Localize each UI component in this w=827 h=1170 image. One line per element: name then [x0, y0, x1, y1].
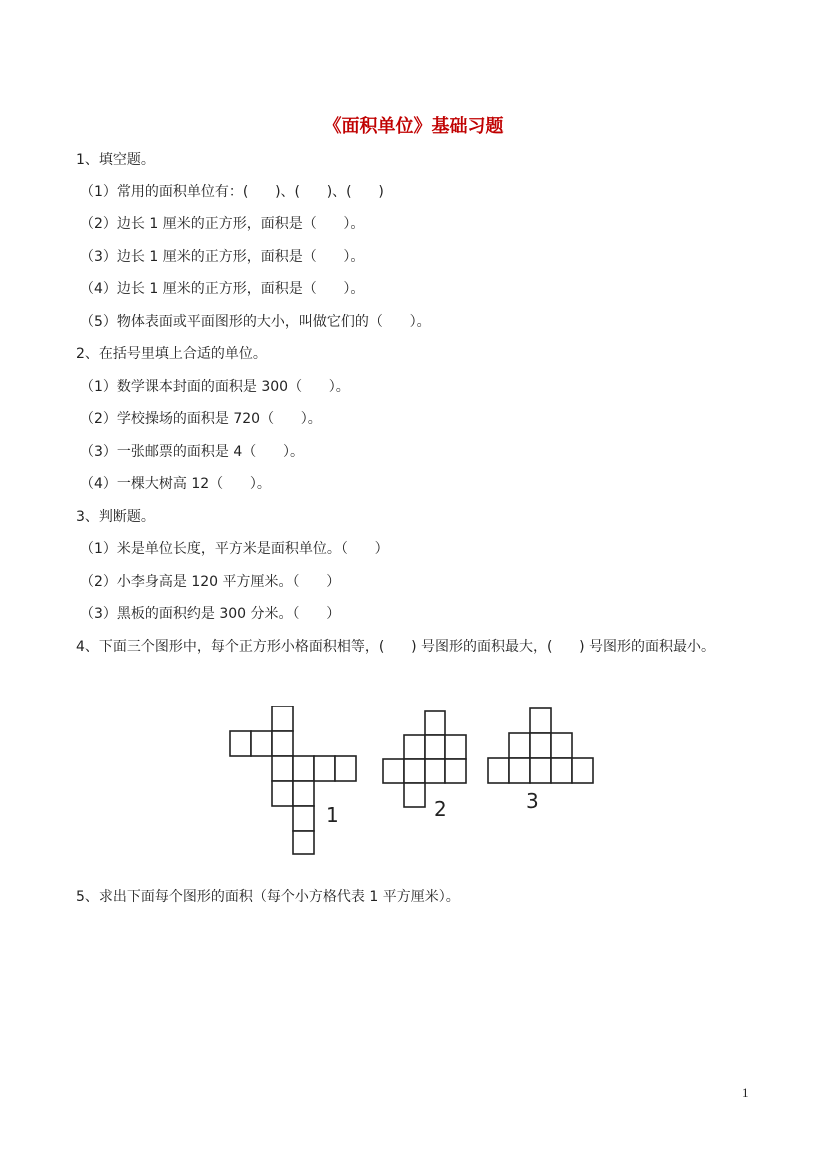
q1-item-2: （2）边长 1 厘米的正方形，面积是（ ）。	[80, 216, 365, 232]
q2-item-4: （4）一棵大树高 12（ ）。	[80, 476, 271, 492]
q3-item-3: （3）黑板的面积约是 300 分米。（ ）	[80, 606, 341, 622]
q3-item-1: （1）米是单位长度，平方米是面积单位。（ ）	[80, 541, 389, 557]
q1-item-3: （3）边长 1 厘米的正方形，面积是（ ）。	[80, 249, 365, 265]
q2-item-2: （2）学校操场的面积是 720（ ）。	[80, 411, 322, 427]
q5-text: 5、求出下面每个图形的面积（每个小方格代表 1 平方厘米）。	[76, 889, 460, 905]
q2-item-3: （3）一张邮票的面积是 4（ ）。	[80, 444, 304, 460]
q1-item-5: （5）物体表面或平面图形的大小，叫做它们的（ ）。	[80, 314, 431, 330]
figure-3-label: 3	[526, 789, 539, 813]
figure-2	[383, 711, 466, 821]
page-title: 《面积单位》基础习题	[323, 116, 504, 137]
q2-heading: 2、在括号里填上合适的单位。	[76, 346, 267, 362]
q4-text: 4、下面三个图形中，每个正方形小格面积相等，( ) 号图形的面积最大，( ) 号图形的面积最小。	[76, 639, 716, 655]
figure-1-label: 1	[326, 803, 339, 827]
q1-item-4: （4）边长 1 厘米的正方形，面积是（ ）。	[80, 281, 365, 297]
q1-heading: 1、填空题。	[76, 152, 155, 168]
q1-item-1: （1）常用的面积单位有：( )、( )、( )	[80, 184, 384, 200]
grid-figures	[228, 706, 598, 856]
q3-heading: 3、判断题。	[76, 509, 155, 525]
figure-2-label: 2	[434, 797, 447, 821]
q2-item-1: （1）数学课本封面的面积是 300（ ）。	[80, 379, 350, 395]
figure-1	[230, 706, 356, 854]
page-number: 1	[742, 1085, 749, 1100]
q3-item-2: （2）小李身高是 120 平方厘米。（ ）	[80, 574, 341, 590]
figure-3	[488, 708, 593, 813]
